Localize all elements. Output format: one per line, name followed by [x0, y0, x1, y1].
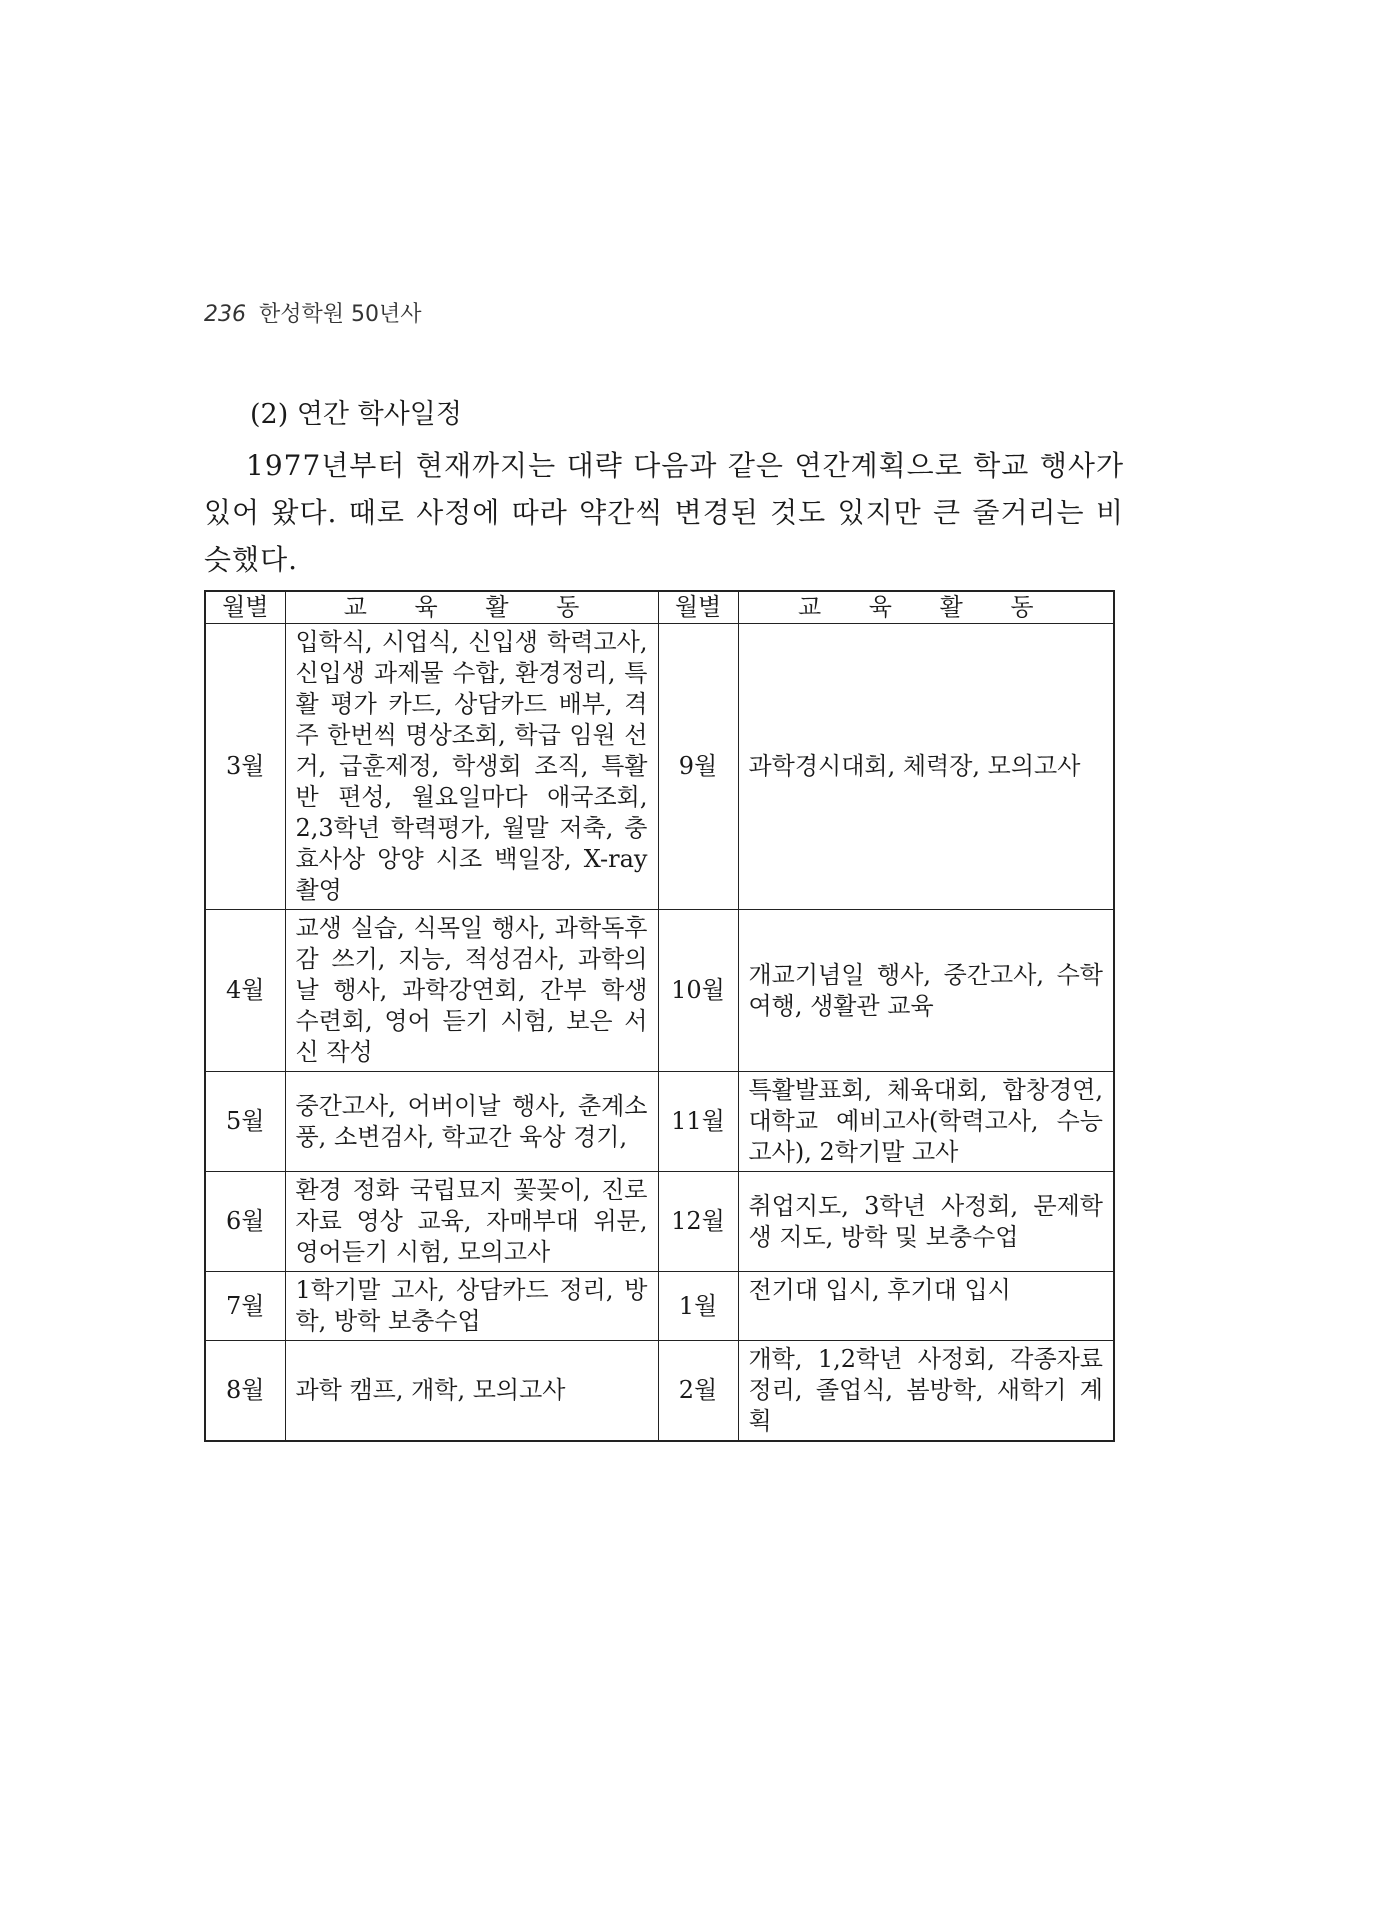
right-activity-cell: 취업지도, 3학년 사정회, 문제학생 지도, 방학 및 보충수업: [738, 1172, 1114, 1272]
right-month-cell: 12월: [658, 1172, 738, 1272]
right-month-cell: 1월: [658, 1272, 738, 1341]
header-month-right: 월별: [658, 591, 738, 624]
table-row: [205, 1172, 1114, 1272]
right-month-cell: 2월: [658, 1341, 738, 1442]
left-activity-cell: 중간고사, 어버이날 행사, 춘계소풍, 소변검사, 학교간 육상 경기,: [285, 1072, 658, 1172]
right-month-cell: 10월: [658, 910, 738, 1072]
left-activity-cell: 교생 실습, 식목일 행사, 과학독후감 쓰기, 지능, 적성검사, 과학의 날 행사, 과학강연회, 간부 학생 수련회, 영어 듣기 시험, 보은 서신 작성: [285, 910, 658, 1072]
right-activity-cell: 전기대 입시, 후기대 입시: [738, 1272, 1114, 1341]
left-month-cell: 3월: [205, 624, 285, 910]
right-activity-cell: 개교기념일 행사, 중간고사, 수학여행, 생활관 교육: [738, 910, 1114, 1072]
left-activity-cell: 환경 정화 국립묘지 꽃꽂이, 진로 자료 영상 교육, 자매부대 위문, 영어듣기 시험, 모의고사: [285, 1172, 658, 1272]
right-month-cell: 11월: [658, 1072, 738, 1172]
right-activity-cell: 특활발표회, 체육대회, 합창경연, 대학교 예비고사(학력고사, 수능고사), 2학기말 고사: [738, 1072, 1114, 1172]
page-number: 236: [204, 302, 246, 327]
right-month-cell: 9월: [658, 624, 738, 910]
left-activity-cell: 1학기말 고사, 상담카드 정리, 방학, 방학 보충수업: [285, 1272, 658, 1341]
left-month-cell: 8월: [205, 1341, 285, 1442]
left-month-cell: 4월: [205, 910, 285, 1072]
right-activity-cell: 과학경시대회, 체력장, 모의고사: [738, 624, 1114, 910]
section-title: (2) 연간 학사일정: [250, 399, 462, 430]
table-row: [205, 910, 1114, 1072]
table-header-row: [205, 591, 1114, 624]
page-header: [204, 297, 422, 328]
table-row: [205, 1341, 1114, 1442]
header-month-left: 월별: [205, 591, 285, 624]
header-activity-right: 교 육 활 동: [738, 591, 1114, 624]
left-activity-cell: 과학 캠프, 개학, 모의고사: [285, 1341, 658, 1442]
academic-schedule-table: [204, 590, 1115, 1442]
table-row: [205, 624, 1114, 910]
table-row: [205, 1072, 1114, 1172]
right-activity-cell: 개학, 1,2학년 사정회, 각종자료 정리, 졸업식, 봄방학, 새학기 계획: [738, 1341, 1114, 1442]
left-month-cell: 6월: [205, 1172, 285, 1272]
intro-paragraph: 1977년부터 현재까지는 대략 다음과 같은 연간계획으로 학교 행사가 있어 왔다. 때로 사정에 따라 약간씩 변경된 것도 있지만 큰 줄거리는 비슷했다.: [204, 449, 1124, 576]
left-activity-cell: 입학식, 시업식, 신입생 학력고사, 신입생 과제물 수합, 환경정리, 특활 평가 카드, 상담카드 배부, 격주 한번씩 명상조회, 학급 임원 선거, 급훈제정, 학생회 조직, 특활반 편성, 월요일마다 애국조회, 2,3학년 학력평가, 월말 저축, 충효사상 앙양 시조 백일장, X-ray촬영: [285, 624, 658, 910]
left-month-cell: 7월: [205, 1272, 285, 1341]
table-row: [205, 1272, 1114, 1341]
header-activity-left: 교 육 활 동: [285, 591, 658, 624]
left-month-cell: 5월: [205, 1072, 285, 1172]
book-title: 한성학원 50년사: [259, 302, 422, 327]
